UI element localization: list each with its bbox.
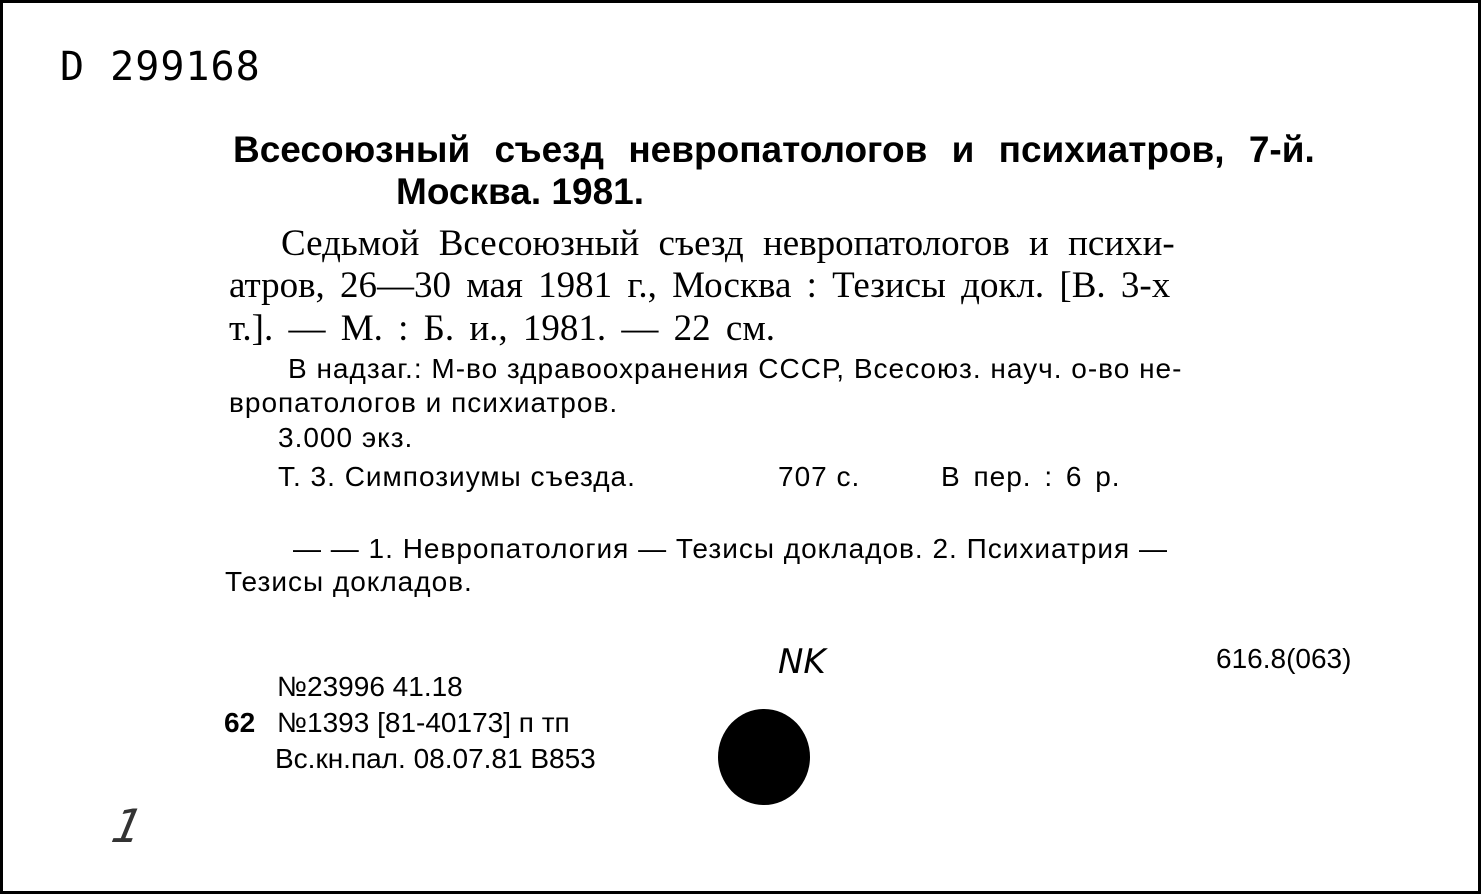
copies: 3.000 экз. (278, 422, 414, 453)
note-line-1: В надзаг.: М-во здравоохранения СССР, Всесоюз. науч. о-во не- (288, 353, 1183, 384)
card-number: D 299168 (60, 44, 261, 90)
volume-pages: 707 с. (778, 461, 861, 492)
subjects-line-1: — — 1. Невропатология — Тезисы докладов. 2. Психиатрия — (293, 533, 1168, 564)
volume-price: В пер. : 6 р. (941, 461, 1121, 492)
title-line-1: Седьмой Всесоюзный съезд невропатологов и психи- (281, 223, 1175, 264)
title-line-3: т.]. — М. : Б. и., 1981. — 22 см. (229, 308, 776, 349)
footer-prefix: 62 (224, 707, 256, 738)
udc-index: 616.8(063) (1216, 643, 1352, 674)
subjects-line-2: Тезисы докладов. (225, 566, 473, 597)
footer-line-3: Вс.кн.пал. 08.07.81 В853 (275, 743, 596, 774)
heading-line-2: Москва. 1981. (396, 171, 645, 212)
handwritten-initials: NK (778, 642, 826, 682)
note-line-2: вропатологов и психиатров. (229, 387, 619, 418)
footer-line-2: №1393 [81-40173] п тп (277, 707, 570, 738)
volume-label: Т. 3. Симпозиумы съезда. (278, 461, 636, 492)
footer-line-1: №23996 41.18 (277, 671, 463, 702)
punch-hole (718, 709, 810, 805)
heading-line-1: Всесоюзный съезд невропатологов и психиатров, 7-й. (233, 129, 1315, 170)
pencil-mark: 1 (107, 799, 149, 853)
title-line-2: атров, 26—30 мая 1981 г., Москва : Тезисы докл. [В. 3-х (229, 265, 1171, 306)
